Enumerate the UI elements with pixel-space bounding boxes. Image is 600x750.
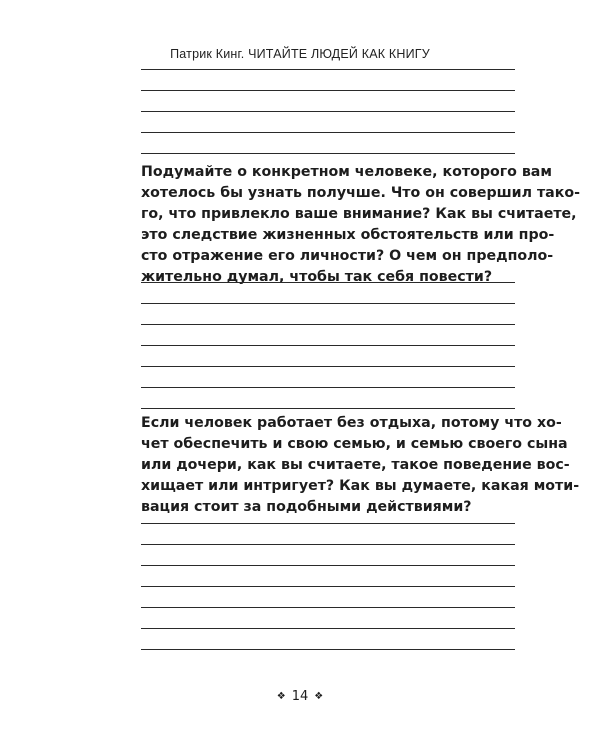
diamond-ornament-icon: ❖: [314, 691, 324, 702]
answer-line: [141, 132, 515, 133]
question-line: или дочери, как вы считаете, такое поведение вос-: [141, 457, 570, 473]
answer-line: [141, 565, 515, 566]
answer-line: [141, 408, 515, 409]
answer-line: [141, 69, 515, 70]
answer-lines-question-2: [141, 523, 515, 650]
answer-line: [141, 366, 515, 367]
answer-line: [141, 111, 515, 112]
answer-line: [141, 607, 515, 608]
answer-line: [141, 586, 515, 587]
answer-lines-top: [141, 69, 515, 154]
question-line: хищает или интригует? Как вы думаете, какая моти-: [141, 478, 580, 494]
question-line: чет обеспечить и свою семью, и семью своего сына: [141, 436, 568, 452]
question-line: го, что привлекло ваше внимание? Как вы считаете,: [141, 206, 577, 222]
answer-line: [141, 345, 515, 346]
page-number: 14: [291, 689, 309, 704]
answer-lines-question-1: [141, 282, 515, 409]
answer-line: [141, 90, 515, 91]
answer-line: [141, 649, 515, 650]
question-line: жительно думал, чтобы так себя повести?: [141, 269, 493, 285]
answer-line: [141, 628, 515, 629]
diamond-ornament-icon: ❖: [276, 691, 286, 702]
answer-line: [141, 153, 515, 154]
answer-line: [141, 282, 515, 283]
question-line: Если человек работает без отдыха, потому что хо-: [141, 415, 562, 431]
question-line: Подумайте о конкретном человеке, которого вам: [141, 164, 552, 180]
answer-line: [141, 303, 515, 304]
question-1: [141, 162, 581, 288]
answer-line: [141, 387, 515, 388]
answer-line: [141, 523, 515, 524]
page-footer: [0, 689, 600, 704]
answer-line: [141, 324, 515, 325]
question-line: хотелось бы узнать получше. Что он совершил тако-: [141, 185, 581, 201]
question-line: вация стоит за подобными действиями?: [141, 499, 472, 515]
question-line: это следствие жизненных обстоятельств или про-: [141, 227, 555, 243]
running-header: Патрик Кинг. ЧИТАЙТЕ ЛЮДЕЙ КАК КНИГУ: [170, 47, 430, 61]
answer-line: [141, 544, 515, 545]
question-2: [141, 413, 580, 518]
question-line: сто отражение его личности? О чем он предполо-: [141, 248, 554, 264]
